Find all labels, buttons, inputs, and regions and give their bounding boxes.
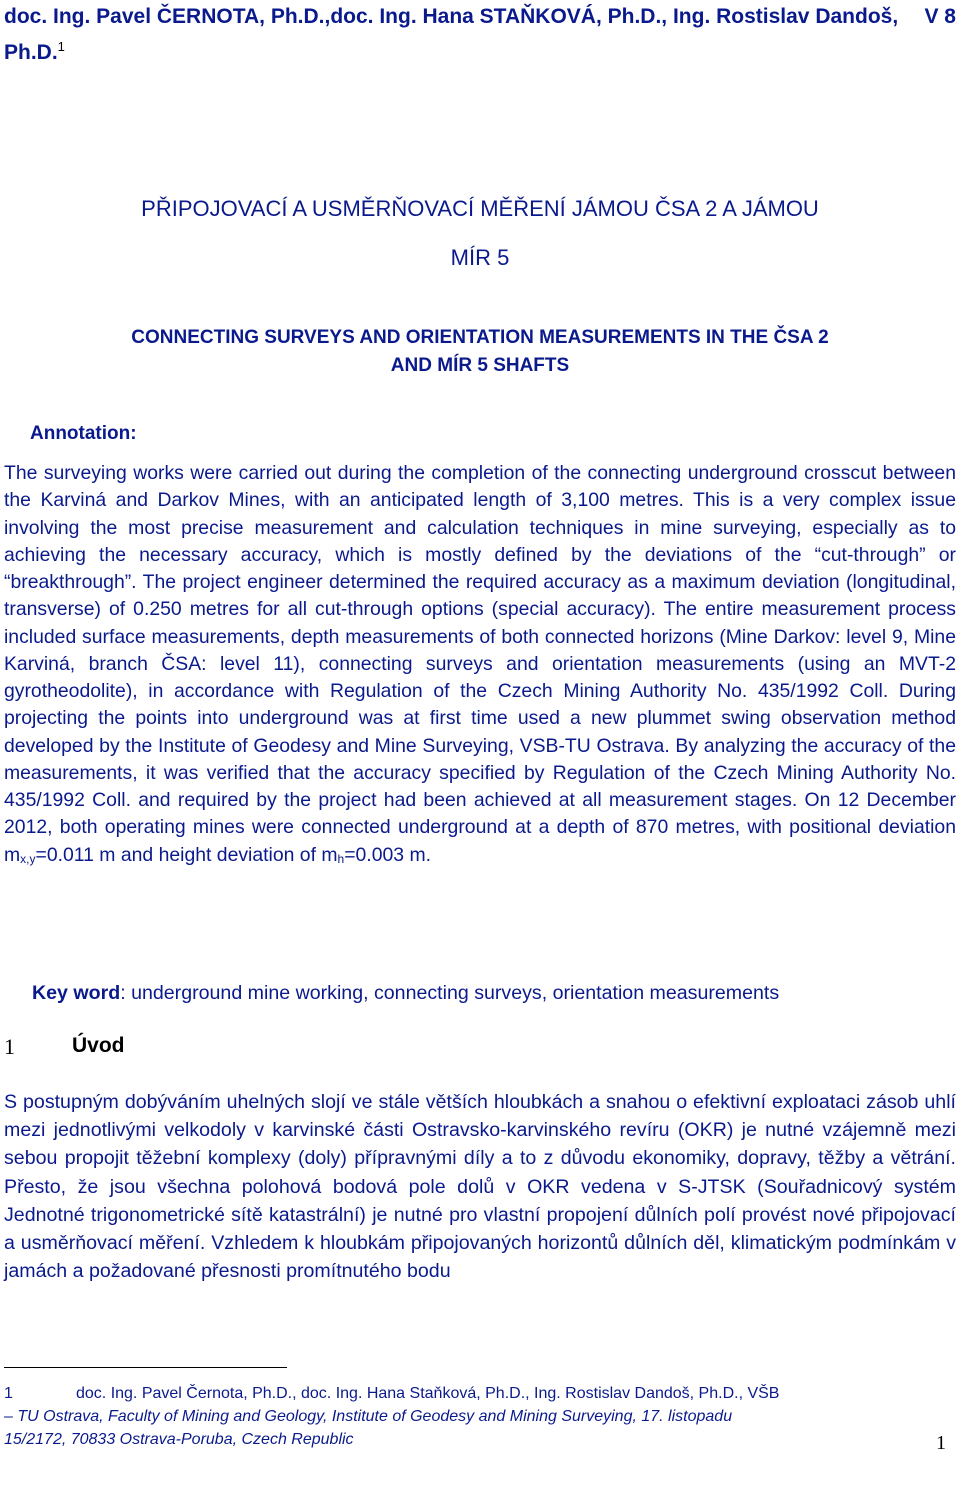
author-header <box>4 2 956 68</box>
subscript-h: h <box>337 851 345 866</box>
footnote-marker: 1 <box>4 1385 13 1402</box>
annotation-label: Annotation: <box>30 423 137 444</box>
intro-paragraph: S postupným dobýváním uhelných slojí ve stále větších hloubkách a snahou o efektivní exploataci zásob uhlí mezi jednotlivými velkodoly v karvinské části Ostravsko-karvinského revíru (OKR) je nutné vzájemně mezi sebou propojit těžební komplexy (doly) přípravnými díly a to z důvodu ekonomiky, dopravy, těžby a větrání. Přesto, že jsou všechna polohová bodová pole dolů v OKR vedena v S-JTSK (Souřadnicový systém Jednotné trigonometrické sítě katastrální) je nutné pro vlastní propojení důlních polí provést nové připojovací a usměrňovací měření. Vzhledem k hloubkám připojovaných horizontů důlních děl, klimatickým podmínkám v jamách a požadované přesnosti promítnutého bodu <box>4 1091 956 1283</box>
title-english-line-1: CONNECTING SURVEYS AND ORIENTATION MEASUREMENTS IN THE ČSA 2 <box>131 327 829 348</box>
author-names: doc. Ing. Pavel ČERNOTA, Ph.D.,doc. Ing. Hana STAŇKOVÁ, Ph.D., Ing. Rostislav Dandoš, Ph.D. <box>4 5 899 64</box>
author-footnote-marker: 1 <box>57 39 65 54</box>
title-czech-line-1: PŘIPOJOVACÍ A USMĚRŇOVACÍ MĚŘENÍ JÁMOU ČSA 2 A JÁMOU <box>141 196 819 221</box>
abstract-text: The surveying works were carried out during the completion of the connecting underground crosscut between the Karviná and Darkov Mines, with an anticipated length of 3,100 metres. This is a very complex issue involving the most precise measurement and calculation techniques in mine surveying, especially as to achieving the necessary accuracy, which is mostly defined by the deviations of the “cut-through” or “breakthrough”. The project engineer determined the required accuracy as a maximum deviation (longitudinal, transverse) of 0.250 metres for all cut-through options (special accuracy). The entire measurement process included surface measurements, depth measurements of both connected horizons (Mine Darkov: level 9, Mine Karviná, branch ČSA: level 11), connecting surveys and orientation measurements (using an MVT-2 gyrotheodolite), in accordance with Regulation of the Czech Mining Authority No. 435/1992 Coll. During projecting the points into underground was at first time used a new plummet swing observation method developed by the Institute of Geodesy and Mine Surveying, VSB-TU Ostrava. By analyzing the accuracy of the measurements, it was verified that the accuracy specified by Regulation of the Czech Mining Authority No. 435/1992 Coll. and required by the project had been achieved at all measurement stages. On 12 December 2012, both operating mines were connected underground at a depth of 870 metres, with positional deviation m <box>4 462 956 866</box>
abstract-text-mid: =0.011 m and height deviation of m <box>35 843 338 866</box>
keywords <box>32 982 956 1005</box>
section-title: Úvod <box>72 1034 125 1057</box>
subscript-xy: x,y <box>20 851 36 866</box>
footnote-line-2: – TU Ostrava, Faculty of Mining and Geology, Institute of Geodesy and Mining Surveying, 17. listopadu <box>4 1408 733 1425</box>
keywords-label: Key word <box>32 982 121 1004</box>
footnote-line-1: doc. Ing. Pavel Černota, Ph.D., doc. Ing. Hana Staňková, Ph.D., Ing. Rostislav Dandoš, Ph.D., VŠB <box>76 1385 780 1402</box>
section-number: 1 <box>4 1034 15 1059</box>
keywords-text: : underground mine working, connecting surveys, orientation measurements <box>120 982 780 1004</box>
footnote <box>4 1382 956 1451</box>
footnote-line-3: 15/2172, 70833 Ostrava-Poruba, Czech Republic <box>4 1431 354 1448</box>
abstract-text-end: =0.003 m. <box>344 843 431 866</box>
title-english-line-2: AND MÍR 5 SHAFTS <box>390 355 570 376</box>
page-number: 1 <box>936 1432 946 1454</box>
sheet-label: V 8 <box>924 5 956 28</box>
title-czech-line-2: MÍR 5 <box>450 245 510 270</box>
footnote-separator <box>4 1367 287 1368</box>
abstract <box>4 460 956 873</box>
